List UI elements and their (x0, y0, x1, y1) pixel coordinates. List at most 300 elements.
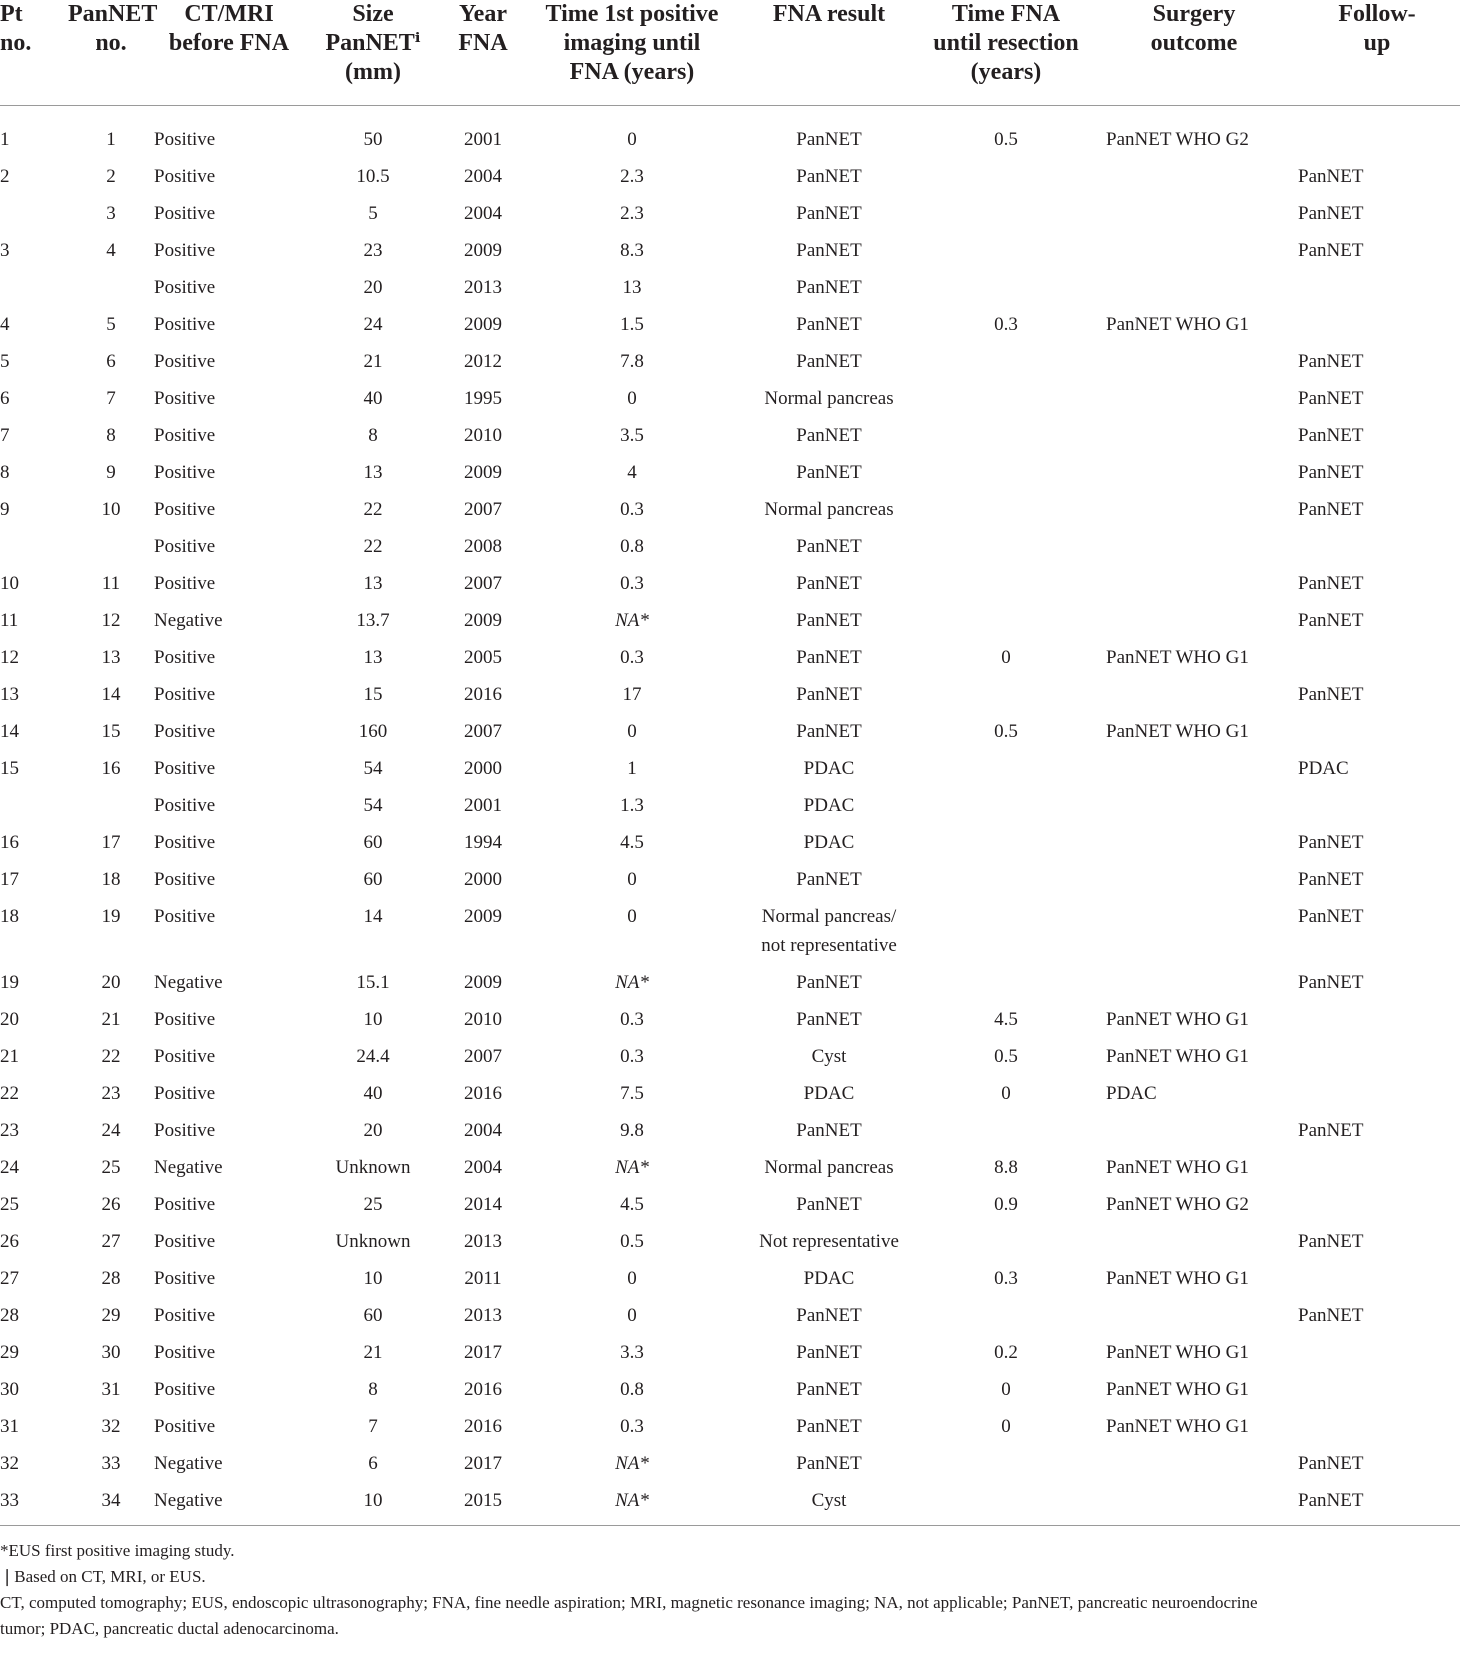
cell-fna-result: PanNET (796, 1342, 862, 1363)
cell-surgery-outcome: PanNET WHO G1 (1106, 1157, 1249, 1178)
cell-surgery-outcome: PanNET WHO G1 (1106, 721, 1249, 742)
cell-pt-no: 25 (0, 1194, 19, 1215)
cell-time-to-resection (918, 269, 1094, 306)
cell-surgery-outcome (1094, 1297, 1294, 1334)
cell-follow-up (1294, 1186, 1460, 1223)
cell-time-to-fna: 0.3 (620, 573, 644, 594)
cell-time-to-fna: 9.8 (620, 1120, 644, 1141)
footnote-eus: *EUS first positive imaging study. (0, 1541, 235, 1560)
table-row (0, 106, 1460, 159)
cell-year-fna: 2004 (464, 203, 502, 224)
cell-time-to-fna: 3.3 (620, 1342, 644, 1363)
table-row (0, 1260, 1460, 1297)
footnote-size-basis: ❘Based on CT, MRI, or EUS. (0, 1567, 206, 1586)
cell-size: 60 (363, 869, 383, 890)
cell-pt-no: 5 (0, 351, 10, 372)
cell-pt-no: 12 (0, 647, 19, 668)
cell-pannet-no: 24 (101, 1120, 121, 1141)
cell-time-to-resection (918, 750, 1094, 787)
cell-follow-up (1294, 713, 1460, 750)
cell-time-to-resection: 4.5 (994, 1009, 1018, 1030)
cell-pt-no: 27 (0, 1268, 19, 1289)
table-row (0, 1001, 1460, 1038)
table-row (0, 195, 1460, 232)
cell-follow-up: PanNET (1298, 425, 1364, 446)
cell-follow-up: PanNET (1298, 499, 1364, 520)
cell-follow-up (1294, 306, 1460, 343)
table-row (0, 861, 1460, 898)
cell-pannet-no: 8 (106, 425, 116, 446)
cell-time-to-fna: 7.8 (620, 351, 644, 372)
cell-surgery-outcome: PanNET WHO G1 (1106, 1416, 1249, 1437)
cell-time-to-fna: 0.3 (620, 647, 644, 668)
cell-size: 10 (363, 1009, 383, 1030)
cell-surgery-outcome: PanNET WHO G1 (1106, 314, 1249, 335)
cell-time-to-fna: 0.3 (620, 1416, 644, 1437)
cell-fna-result: PanNET (796, 1305, 862, 1326)
table-row (0, 1297, 1460, 1334)
cell-pt-no: 1 (0, 129, 10, 150)
cell-surgery-outcome: PanNET WHO G1 (1106, 1046, 1249, 1067)
footnotes (0, 1538, 1460, 1642)
cell-pt-no: 31 (0, 1416, 19, 1437)
table-row (0, 1371, 1460, 1408)
cell-pannet-no: 30 (101, 1342, 121, 1363)
cell-time-to-fna: 2.3 (620, 166, 644, 187)
cell-time-to-fna: 1 (627, 758, 637, 779)
cell-year-fna: 2009 (464, 906, 502, 927)
cell-pannet-no: 1 (106, 129, 116, 150)
cell-size: 10 (304, 1482, 442, 1526)
cell-surgery-outcome: PanNET WHO G1 (1106, 647, 1249, 668)
cell-fna-result: Cyst (740, 1482, 918, 1526)
cell-year-fna: 2016 (464, 1379, 502, 1400)
cell-ct-mri: Positive (154, 573, 216, 594)
cell-time-to-resection (918, 1223, 1094, 1260)
cell-year-fna: 2004 (464, 1157, 502, 1178)
table-row (0, 269, 1460, 306)
cell-pt-no: 7 (0, 425, 10, 446)
cell-time-to-resection: 0 (1001, 647, 1011, 668)
table-body (0, 106, 1460, 1526)
cell-year-fna: 2016 (464, 684, 502, 705)
cell-year-fna: 1994 (464, 832, 502, 853)
cell-pt-no: 3 (0, 240, 10, 261)
cell-pt-no: 23 (0, 1120, 19, 1141)
cell-pannet-no: 27 (101, 1231, 121, 1252)
cell-time-to-resection (918, 380, 1094, 417)
cell-time-to-fna: NA* (524, 1482, 740, 1526)
cell-pt-no: 4 (0, 314, 10, 335)
cell-size: 60 (363, 1305, 383, 1326)
cell-time-to-fna: 3.5 (620, 425, 644, 446)
cell-ct-mri: Positive (154, 795, 216, 816)
cell-year-fna: 1995 (464, 388, 502, 409)
cell-follow-up (1294, 1149, 1460, 1186)
cell-follow-up: PanNET (1298, 166, 1364, 187)
table-row (0, 565, 1460, 602)
cell-time-to-fna: 17 (622, 684, 642, 705)
cell-time-to-resection: 0.3 (994, 314, 1018, 335)
cell-time-to-resection (918, 491, 1094, 528)
cell-year-fna: 2007 (464, 499, 502, 520)
cell-size: 60 (363, 832, 383, 853)
cell-follow-up: PDAC (1298, 758, 1349, 779)
cell-pt-no: 8 (0, 462, 10, 483)
cell-follow-up (1294, 106, 1460, 159)
column-header-time-to-resection: Time FNA until resection (years) (918, 0, 1094, 106)
cell-ct-mri: Positive (154, 536, 216, 557)
cell-ct-mri: Positive (154, 869, 216, 890)
cell-fna-result: PanNET (796, 314, 862, 335)
cell-ct-mri: Positive (154, 129, 216, 150)
table-row (0, 1223, 1460, 1260)
cell-surgery-outcome (1094, 824, 1294, 861)
cell-pt-no: 9 (0, 499, 10, 520)
cell-surgery-outcome: PanNET WHO G1 (1106, 1268, 1249, 1289)
table-row (0, 232, 1460, 269)
cell-ct-mri: Positive (154, 499, 216, 520)
cell-surgery-outcome (1094, 491, 1294, 528)
cell-pannet-no: 14 (101, 684, 121, 705)
cell-year-fna: 2017 (464, 1342, 502, 1363)
cell-fna-result: PanNET (796, 240, 862, 261)
table-row (0, 528, 1460, 565)
cell-surgery-outcome (1094, 602, 1294, 639)
cell-fna-result: PanNET (796, 1379, 862, 1400)
cell-pannet-no: 10 (101, 499, 121, 520)
cell-pannet-no: 34 (68, 1482, 154, 1526)
cell-pannet-no (68, 787, 154, 824)
cell-surgery-outcome: PDAC (1106, 1083, 1157, 1104)
cell-follow-up: PanNET (1298, 462, 1364, 483)
table-row (0, 1186, 1460, 1223)
cell-year-fna: 2010 (464, 1009, 502, 1030)
cell-time-to-fna: 13 (622, 277, 642, 298)
cell-time-to-resection (918, 1445, 1094, 1482)
table-header (0, 0, 1460, 106)
cell-pt-no: 10 (0, 573, 19, 594)
table-row (0, 1408, 1460, 1445)
cell-fna-result: PanNET (796, 351, 862, 372)
column-header-ct-mri: CT/MRI before FNA (154, 0, 304, 106)
cell-surgery-outcome (1094, 676, 1294, 713)
cell-time-to-fna: NA* (615, 1453, 649, 1474)
cell-fna-result: PanNET (796, 129, 862, 150)
cell-pannet-no: 20 (101, 972, 121, 993)
cell-ct-mri: Positive (154, 906, 216, 927)
cell-year-fna: 2011 (464, 1268, 502, 1289)
cell-time-to-fna: 0 (627, 869, 637, 890)
cell-time-to-resection (918, 898, 1094, 964)
table-row (0, 676, 1460, 713)
cell-year-fna: 2004 (464, 166, 502, 187)
cell-time-to-resection: 0.9 (994, 1194, 1018, 1215)
cell-surgery-outcome: PanNET WHO G1 (1106, 1379, 1249, 1400)
cell-ct-mri: Positive (154, 1268, 216, 1289)
column-header-pt-no: Pt no. (0, 0, 68, 106)
cell-ct-mri: Positive (154, 832, 216, 853)
cell-surgery-outcome (1094, 750, 1294, 787)
cell-fna-result: PanNET (796, 536, 862, 557)
footnote-abbreviations-cont: tumor; PDAC, pancreatic ductal adenocarcinoma. (0, 1619, 339, 1638)
cell-year-fna: 2013 (464, 1305, 502, 1326)
cell-follow-up: PanNET (1298, 684, 1364, 705)
cell-follow-up: PanNET (1298, 240, 1364, 261)
cell-surgery-outcome (1094, 898, 1294, 964)
cell-time-to-fna: 0.3 (620, 1009, 644, 1030)
table-row (0, 964, 1460, 1001)
cell-time-to-fna: 4.5 (620, 1194, 644, 1215)
cell-fna-result: PanNET (796, 1416, 862, 1437)
cell-time-to-fna: 7.5 (620, 1083, 644, 1104)
table-row (0, 750, 1460, 787)
cell-pt-no: 32 (0, 1453, 19, 1474)
cell-time-to-resection (918, 861, 1094, 898)
cell-fna-result: PDAC (803, 758, 855, 779)
cell-time-to-fna: NA* (615, 972, 649, 993)
cell-pt-no: 29 (0, 1342, 19, 1363)
cell-pt-no: 15 (0, 758, 19, 779)
cell-follow-up (1294, 1408, 1460, 1445)
cell-size: 22 (363, 536, 383, 557)
table-row (0, 713, 1460, 750)
cell-fna-result: PanNET (796, 1194, 862, 1215)
cell-time-to-resection (918, 676, 1094, 713)
cell-fna-result: PanNET (796, 573, 862, 594)
cell-pannet-no: 12 (101, 610, 121, 631)
table-row (0, 824, 1460, 861)
cell-fna-result: PanNET (796, 647, 862, 668)
cell-pannet-no: 31 (101, 1379, 121, 1400)
cell-ct-mri: Positive (154, 425, 216, 446)
cell-ct-mri: Positive (154, 277, 216, 298)
cell-time-to-resection (918, 195, 1094, 232)
cell-follow-up (1294, 1038, 1460, 1075)
cell-surgery-outcome (1094, 1482, 1294, 1526)
cell-pt-no (0, 195, 68, 232)
cell-pannet-no: 25 (101, 1157, 121, 1178)
cell-year-fna: 2004 (464, 1120, 502, 1141)
cell-follow-up: PanNET (1298, 1231, 1364, 1252)
cell-ct-mri: Positive (154, 166, 216, 187)
cell-year-fna: 2012 (464, 351, 502, 372)
cell-size: 160 (358, 721, 388, 742)
cell-surgery-outcome (1094, 1112, 1294, 1149)
cell-follow-up (1294, 269, 1460, 306)
cell-pt-no: 6 (0, 388, 10, 409)
cell-ct-mri: Positive (154, 647, 216, 668)
table-row (0, 454, 1460, 491)
cell-time-to-resection: 0 (1001, 1416, 1011, 1437)
cell-time-to-fna: 2.3 (620, 203, 644, 224)
cell-fna-result: PanNET (796, 425, 862, 446)
cell-size: 8 (368, 425, 378, 446)
cell-time-to-fna: 0 (627, 906, 637, 927)
cell-fna-result: PanNET (796, 1453, 862, 1474)
cell-time-to-fna: 0.3 (620, 499, 644, 520)
column-header-surgery-outcome: Surgery outcome (1094, 0, 1294, 106)
cell-fna-result: PanNET (796, 721, 862, 742)
cell-pt-no: 16 (0, 832, 19, 853)
cell-time-to-resection: 8.8 (994, 1157, 1018, 1178)
cell-time-to-resection: 0.5 (994, 1046, 1018, 1067)
cell-follow-up (1294, 1075, 1460, 1112)
cell-surgery-outcome: PanNET WHO G1 (1106, 1009, 1249, 1030)
cell-time-to-resection (918, 1112, 1094, 1149)
table-row (0, 1075, 1460, 1112)
cell-follow-up (1294, 1334, 1460, 1371)
cell-fna-result: Normal pancreas (764, 499, 894, 520)
table-row (0, 787, 1460, 824)
cell-year-fna: 2007 (464, 721, 502, 742)
cell-year-fna: 2009 (464, 240, 502, 261)
cell-pt-no: 17 (0, 869, 19, 890)
cell-fna-result: PanNET (796, 972, 862, 993)
cell-follow-up: PanNET (1298, 351, 1364, 372)
cell-time-to-resection (918, 824, 1094, 861)
cell-surgery-outcome (1094, 343, 1294, 380)
cell-pannet-no: 3 (106, 203, 116, 224)
cell-ct-mri: Positive (154, 1120, 216, 1141)
cell-year-fna: 2000 (464, 758, 502, 779)
cell-pannet-no: 22 (101, 1046, 121, 1067)
cell-year-fna: 2014 (464, 1194, 502, 1215)
table-row (0, 417, 1460, 454)
cell-time-to-fna: NA* (615, 1157, 649, 1178)
cell-time-to-fna: 0.8 (620, 536, 644, 557)
table-row (0, 639, 1460, 676)
cell-year-fna: 2016 (464, 1083, 502, 1104)
cell-size: 24 (363, 314, 383, 335)
cell-size: 13.7 (356, 610, 390, 631)
cell-follow-up: PanNET (1298, 1120, 1364, 1141)
cell-surgery-outcome (1094, 454, 1294, 491)
cell-year-fna: 2009 (464, 314, 502, 335)
cell-pannet-no: 21 (101, 1009, 121, 1030)
cell-time-to-fna: 1.3 (620, 795, 644, 816)
cell-follow-up: PanNET (1298, 203, 1364, 224)
column-header-follow-up: Follow- up (1294, 0, 1460, 106)
cell-year-fna: 2015 (442, 1482, 524, 1526)
cell-time-to-fna: 0 (627, 1305, 637, 1326)
cell-size: 10 (363, 1268, 383, 1289)
cell-pannet-no: 29 (101, 1305, 121, 1326)
cell-pt-no: 18 (0, 906, 19, 927)
cell-time-to-fna: 0 (627, 1268, 637, 1289)
cell-ct-mri: Positive (154, 1342, 216, 1363)
cell-size: 50 (363, 129, 383, 150)
cell-ct-mri: Positive (154, 1305, 216, 1326)
cell-time-to-resection (918, 602, 1094, 639)
cell-pannet-no: 9 (106, 462, 116, 483)
cell-follow-up (1294, 787, 1460, 824)
cell-follow-up (1294, 1260, 1460, 1297)
cell-surgery-outcome (1094, 528, 1294, 565)
cell-ct-mri: Positive (154, 721, 216, 742)
cell-fna-result: PanNET (796, 203, 862, 224)
cell-time-to-fna: 0 (627, 721, 637, 742)
cell-surgery-outcome (1094, 195, 1294, 232)
cell-time-to-resection: 0.5 (994, 721, 1018, 742)
cell-follow-up (1294, 528, 1460, 565)
cell-follow-up: PanNET (1298, 972, 1364, 993)
cell-fna-result: PanNET (796, 1009, 862, 1030)
cell-year-fna: 2005 (464, 647, 502, 668)
cell-size: 24.4 (356, 1046, 390, 1067)
cell-fna-result: Normal pancreas/ not representative (761, 906, 897, 956)
cell-surgery-outcome (1094, 964, 1294, 1001)
cell-pannet-no: 16 (101, 758, 121, 779)
cell-pannet-no: 28 (101, 1268, 121, 1289)
table-row (0, 1038, 1460, 1075)
cell-surgery-outcome (1094, 380, 1294, 417)
cell-fna-result: PanNET (796, 277, 862, 298)
cell-follow-up (1294, 1371, 1460, 1408)
cell-year-fna: 2013 (464, 1231, 502, 1252)
cell-time-to-fna: 4 (627, 462, 637, 483)
cell-size: 14 (363, 906, 383, 927)
cell-year-fna: 2001 (464, 795, 502, 816)
cell-pt-no (0, 787, 68, 824)
cell-time-to-resection (918, 787, 1094, 824)
table-row (0, 306, 1460, 343)
cell-pannet-no (68, 269, 154, 306)
cell-size: 54 (363, 758, 383, 779)
cell-surgery-outcome (1094, 232, 1294, 269)
cell-ct-mri: Negative (154, 610, 223, 631)
cell-size: 10.5 (356, 166, 390, 187)
cell-pannet-no (68, 528, 154, 565)
cell-fna-result: PanNET (796, 462, 862, 483)
cell-year-fna: 2000 (464, 869, 502, 890)
cell-size: 6 (368, 1453, 378, 1474)
cell-time-to-resection (918, 343, 1094, 380)
cell-surgery-outcome: PanNET WHO G2 (1106, 1194, 1249, 1215)
cell-surgery-outcome: PanNET WHO G1 (1106, 1342, 1249, 1363)
cell-pannet-no: 17 (101, 832, 121, 853)
cell-size: 40 (363, 1083, 383, 1104)
cell-surgery-outcome: PanNET WHO G2 (1106, 129, 1249, 150)
cell-ct-mri: Positive (154, 351, 216, 372)
table-row (0, 1482, 1460, 1526)
cell-time-to-fna: 0.8 (620, 1379, 644, 1400)
footnote-abbreviations: CT, computed tomography; EUS, endoscopic ultrasonography; FNA, fine needle aspiration; MRI, magnetic resonance imaging; NA, not applicable; PanNET, pancreatic neuroendocrine (0, 1593, 1258, 1612)
column-header-time-to-fna: Time 1st positive imaging until FNA (years) (524, 0, 740, 106)
cell-ct-mri: Positive (154, 388, 216, 409)
cell-size: 5 (368, 203, 378, 224)
table-row (0, 158, 1460, 195)
cell-pt-no (0, 269, 68, 306)
cell-follow-up (1294, 1001, 1460, 1038)
table-row (0, 1334, 1460, 1371)
cell-time-to-resection: 0 (1001, 1379, 1011, 1400)
cell-pt-no: 24 (0, 1157, 19, 1178)
cell-pt-no: 33 (0, 1482, 68, 1526)
cell-surgery-outcome (1094, 565, 1294, 602)
table-row (0, 1112, 1460, 1149)
cell-pannet-no: 18 (101, 869, 121, 890)
cell-surgery-outcome (1094, 1445, 1294, 1482)
cell-pannet-no: 2 (106, 166, 116, 187)
cell-pt-no: 2 (0, 166, 10, 187)
cell-fna-result: Normal pancreas (764, 388, 894, 409)
cell-size: 40 (363, 388, 383, 409)
cell-size: 13 (363, 647, 383, 668)
cell-follow-up: PanNET (1298, 906, 1364, 927)
cell-follow-up: PanNET (1298, 573, 1364, 594)
cell-pannet-no: 4 (106, 240, 116, 261)
